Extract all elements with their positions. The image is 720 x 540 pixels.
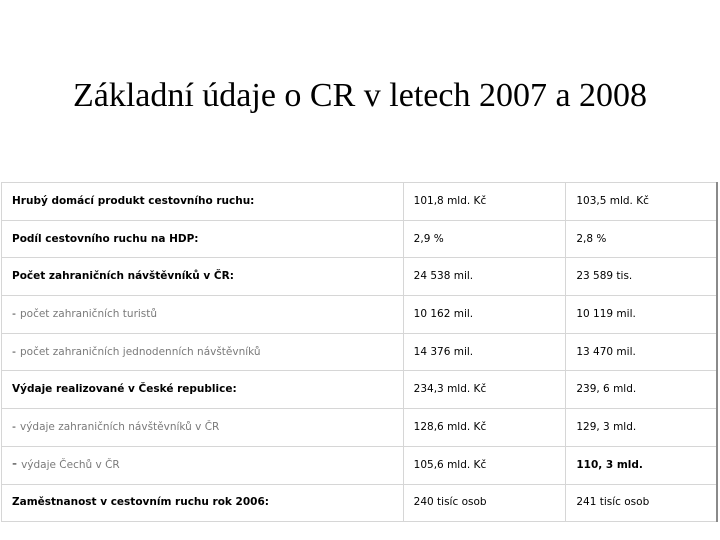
table-row	[2, 183, 718, 221]
value-2007: 10 162 mil.	[403, 296, 566, 334]
value-2007: 24 538 mil.	[403, 258, 566, 296]
value-2007: 101,8 mld. Kč	[403, 183, 566, 221]
value-2008: 110, 3 mld.	[566, 446, 717, 484]
value-2008: 13 470 mil.	[566, 333, 717, 371]
table-row	[2, 371, 718, 409]
value-2007: 2,9 %	[403, 220, 566, 258]
row-sublabel	[2, 409, 404, 447]
dash-bullet: -	[12, 456, 18, 473]
page-title: Základní údaje o CR v letech 2007 a 2008	[72, 77, 648, 114]
value-2007: 240 tisíc osob	[403, 484, 566, 522]
value-2008: 129, 3 mld.	[566, 409, 717, 447]
value-2007: 105,6 mld. Kč	[403, 446, 566, 484]
row-label: Hrubý domácí produkt cestovního ruchu:	[2, 183, 404, 221]
dash-bullet: -	[12, 307, 16, 321]
value-2007: 234,3 mld. Kč	[403, 371, 566, 409]
row-label: Počet zahraničních návštěvníků v ČR:	[2, 258, 404, 296]
value-2008: 10 119 mil.	[566, 296, 717, 334]
table-row	[2, 258, 718, 296]
sublabel-text: počet zahraničních jednodenních návštěvníků	[19, 346, 261, 359]
row-label: Podíl cestovního ruchu na HDP:	[2, 220, 404, 258]
dash-bullet: -	[12, 345, 16, 359]
row-sublabel	[2, 446, 404, 484]
value-2007: 128,6 mld. Kč	[403, 409, 566, 447]
table-row	[2, 446, 718, 484]
sublabel-text: výdaje Čechů v ČR	[21, 459, 120, 472]
row-sublabel	[2, 333, 404, 371]
value-2007: 14 376 mil.	[403, 333, 566, 371]
table-row	[2, 409, 718, 447]
value-2008: 241 tisíc osob	[566, 484, 717, 522]
dash-bullet: -	[12, 420, 16, 434]
sublabel-text: výdaje zahraničních návštěvníků v ČR	[19, 421, 220, 434]
value-2008: 103,5 mld. Kč	[566, 183, 717, 221]
sublabel-text: počet zahraničních turistů	[19, 308, 158, 321]
value-2008: 239, 6 mld.	[566, 371, 717, 409]
table-row	[2, 296, 718, 334]
table-row	[2, 484, 718, 522]
table-row	[2, 220, 718, 258]
row-sublabel	[2, 296, 404, 334]
value-2008: 2,8 %	[566, 220, 717, 258]
table-row	[2, 333, 718, 371]
row-label: Zaměstnanost v cestovním ruchu rok 2006:	[2, 484, 404, 522]
value-2008: 23 589 tis.	[566, 258, 717, 296]
row-label: Výdaje realizované v České republice:	[2, 371, 404, 409]
tourism-facts-table	[1, 182, 718, 522]
